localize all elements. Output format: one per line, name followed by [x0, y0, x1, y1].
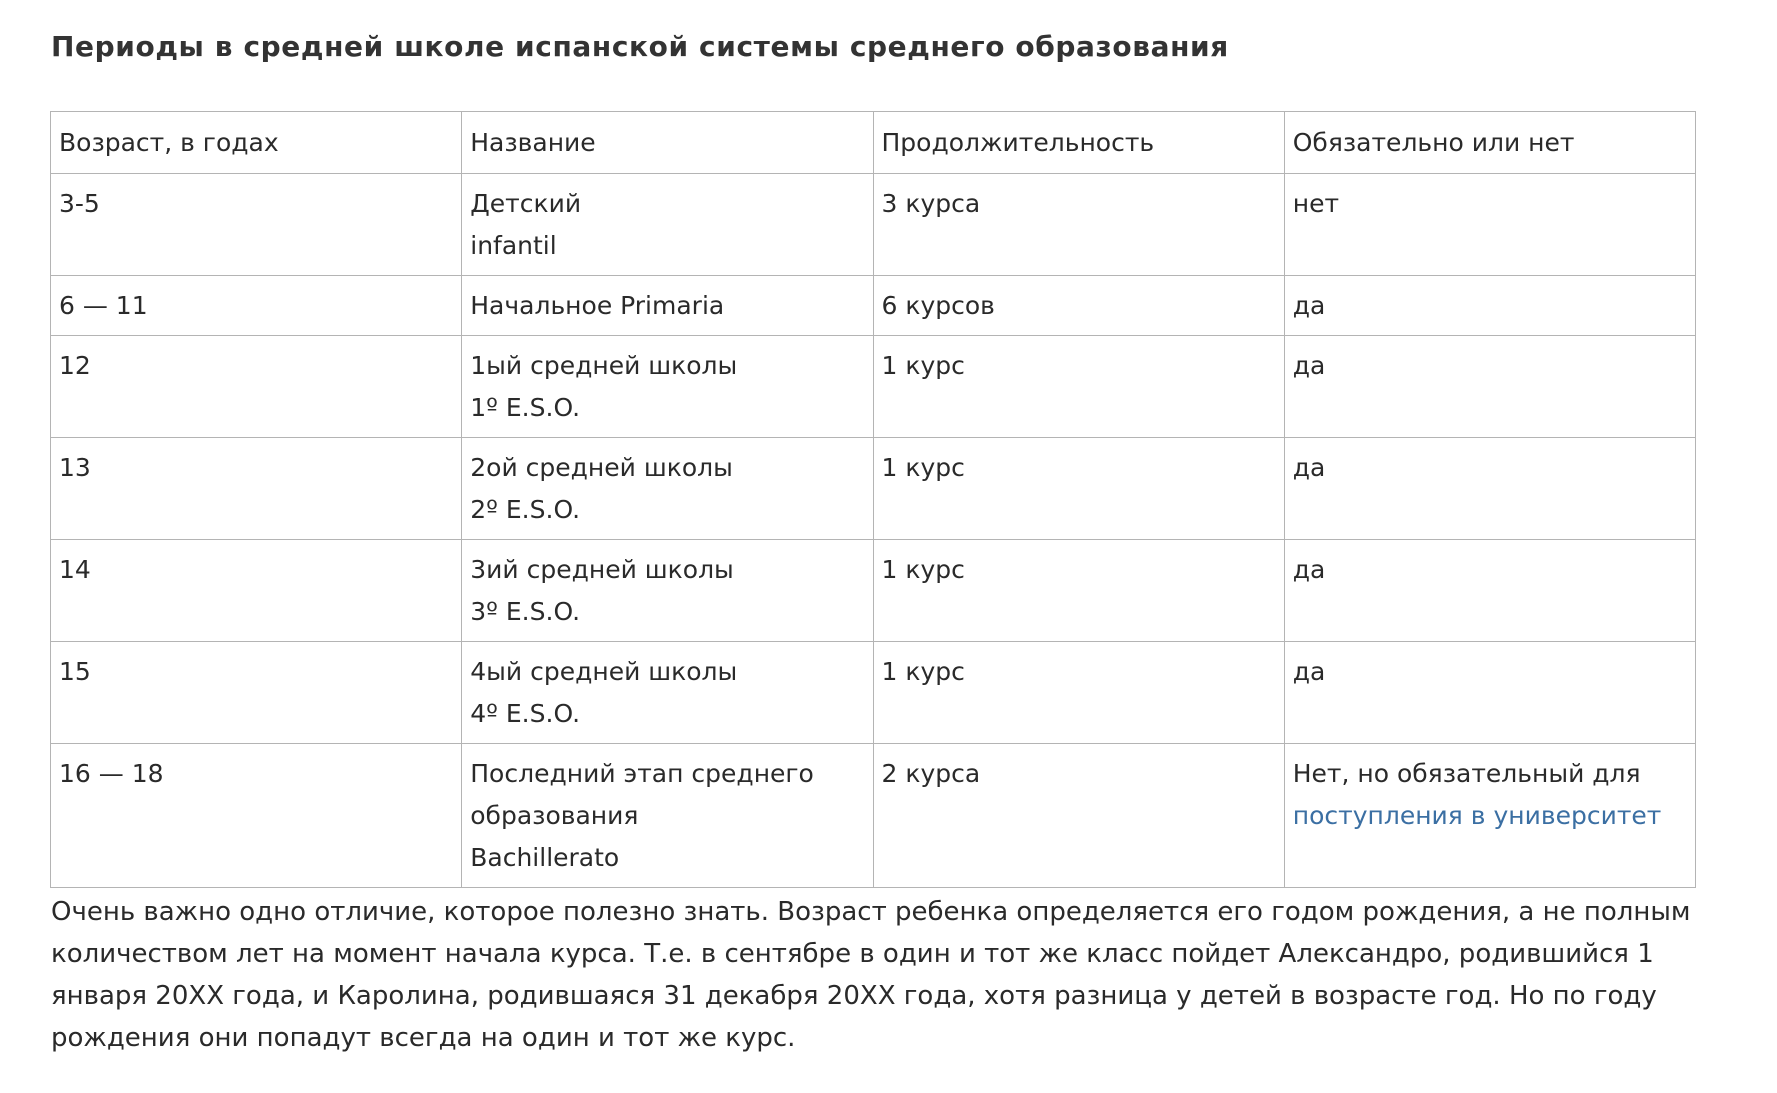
header-age: Возраст, в годах: [51, 112, 462, 174]
cell-duration: 1 курс: [873, 642, 1284, 744]
table-row: [51, 540, 1696, 642]
cell-age: 15: [51, 642, 462, 744]
header-mandatory: Обязательно или нет: [1284, 112, 1695, 174]
cell-name: [462, 540, 873, 642]
header-duration: Продолжительность: [873, 112, 1284, 174]
cell-name: [462, 438, 873, 540]
name-line: 2º E.S.O.: [470, 495, 581, 524]
cell-duration: 6 курсов: [873, 276, 1284, 336]
table-header: [51, 112, 1696, 174]
name-line: Начальное Primaria: [470, 291, 725, 320]
name-line: 2ой средней школы: [470, 453, 733, 482]
table-body: [51, 174, 1696, 888]
cell-duration: 1 курс: [873, 336, 1284, 438]
mandatory-line: Нет, но обязательный для: [1292, 759, 1641, 788]
cell-age: 14: [51, 540, 462, 642]
cell-age: 12: [51, 336, 462, 438]
name-line: Детский: [470, 189, 582, 218]
cell-duration: 3 курса: [873, 174, 1284, 276]
table-header-row: [51, 112, 1696, 174]
table-row: [51, 438, 1696, 540]
cell-age: 3-5: [51, 174, 462, 276]
cell-duration: 1 курс: [873, 540, 1284, 642]
cell-mandatory: да: [1284, 276, 1695, 336]
cell-name: [462, 336, 873, 438]
name-line: infantil: [470, 231, 557, 260]
name-line: 3ий средней школы: [470, 555, 734, 584]
name-line: 3º E.S.O.: [470, 597, 581, 626]
cell-name: [462, 276, 873, 336]
university-admission-link[interactable]: поступления в университет: [1292, 801, 1662, 830]
cell-age: 13: [51, 438, 462, 540]
name-line: образования: [470, 801, 639, 830]
cell-name: [462, 642, 873, 744]
cell-name: [462, 744, 873, 888]
name-line: 1ый средней школы: [470, 351, 738, 380]
cell-age: 16 — 18: [51, 744, 462, 888]
name-line: 4ый средней школы: [470, 657, 738, 686]
table-row: [51, 744, 1696, 888]
cell-mandatory: [1284, 744, 1695, 888]
cell-mandatory: нет: [1284, 174, 1695, 276]
name-line: 1º E.S.O.: [470, 393, 581, 422]
section-heading: Периоды в средней школе испанской системы среднего образования: [51, 30, 1229, 63]
name-line: Последний этап среднего: [470, 759, 814, 788]
cell-duration: 2 курса: [873, 744, 1284, 888]
header-name: Название: [462, 112, 873, 174]
cell-mandatory: да: [1284, 540, 1695, 642]
table-row: [51, 642, 1696, 744]
cell-name: [462, 174, 873, 276]
cell-mandatory: да: [1284, 642, 1695, 744]
cell-age: 6 — 11: [51, 276, 462, 336]
table-row: [51, 276, 1696, 336]
cell-duration: 1 курс: [873, 438, 1284, 540]
education-periods-table: [50, 111, 1696, 888]
table-row: [51, 336, 1696, 438]
cell-mandatory: да: [1284, 336, 1695, 438]
note-paragraph: Очень важно одно отличие, которое полезно знать. Возраст ребенка определяется его годом рождения, а не полным количеством лет на момент начала курса. Т.е. в сентябре в один и тот же класс пойдет Александро, родившийся 1 января 20XX года, и Каролина, родившаяся 31 декабря 20XX года, хотя разница у детей в возрасте год. Но по году рождения они попадут всегда на один и тот же курс.: [51, 897, 1691, 1053]
table-row: [51, 174, 1696, 276]
name-line: 4º E.S.O.: [470, 699, 581, 728]
cell-mandatory: да: [1284, 438, 1695, 540]
name-line: Bachillerato: [470, 843, 620, 872]
